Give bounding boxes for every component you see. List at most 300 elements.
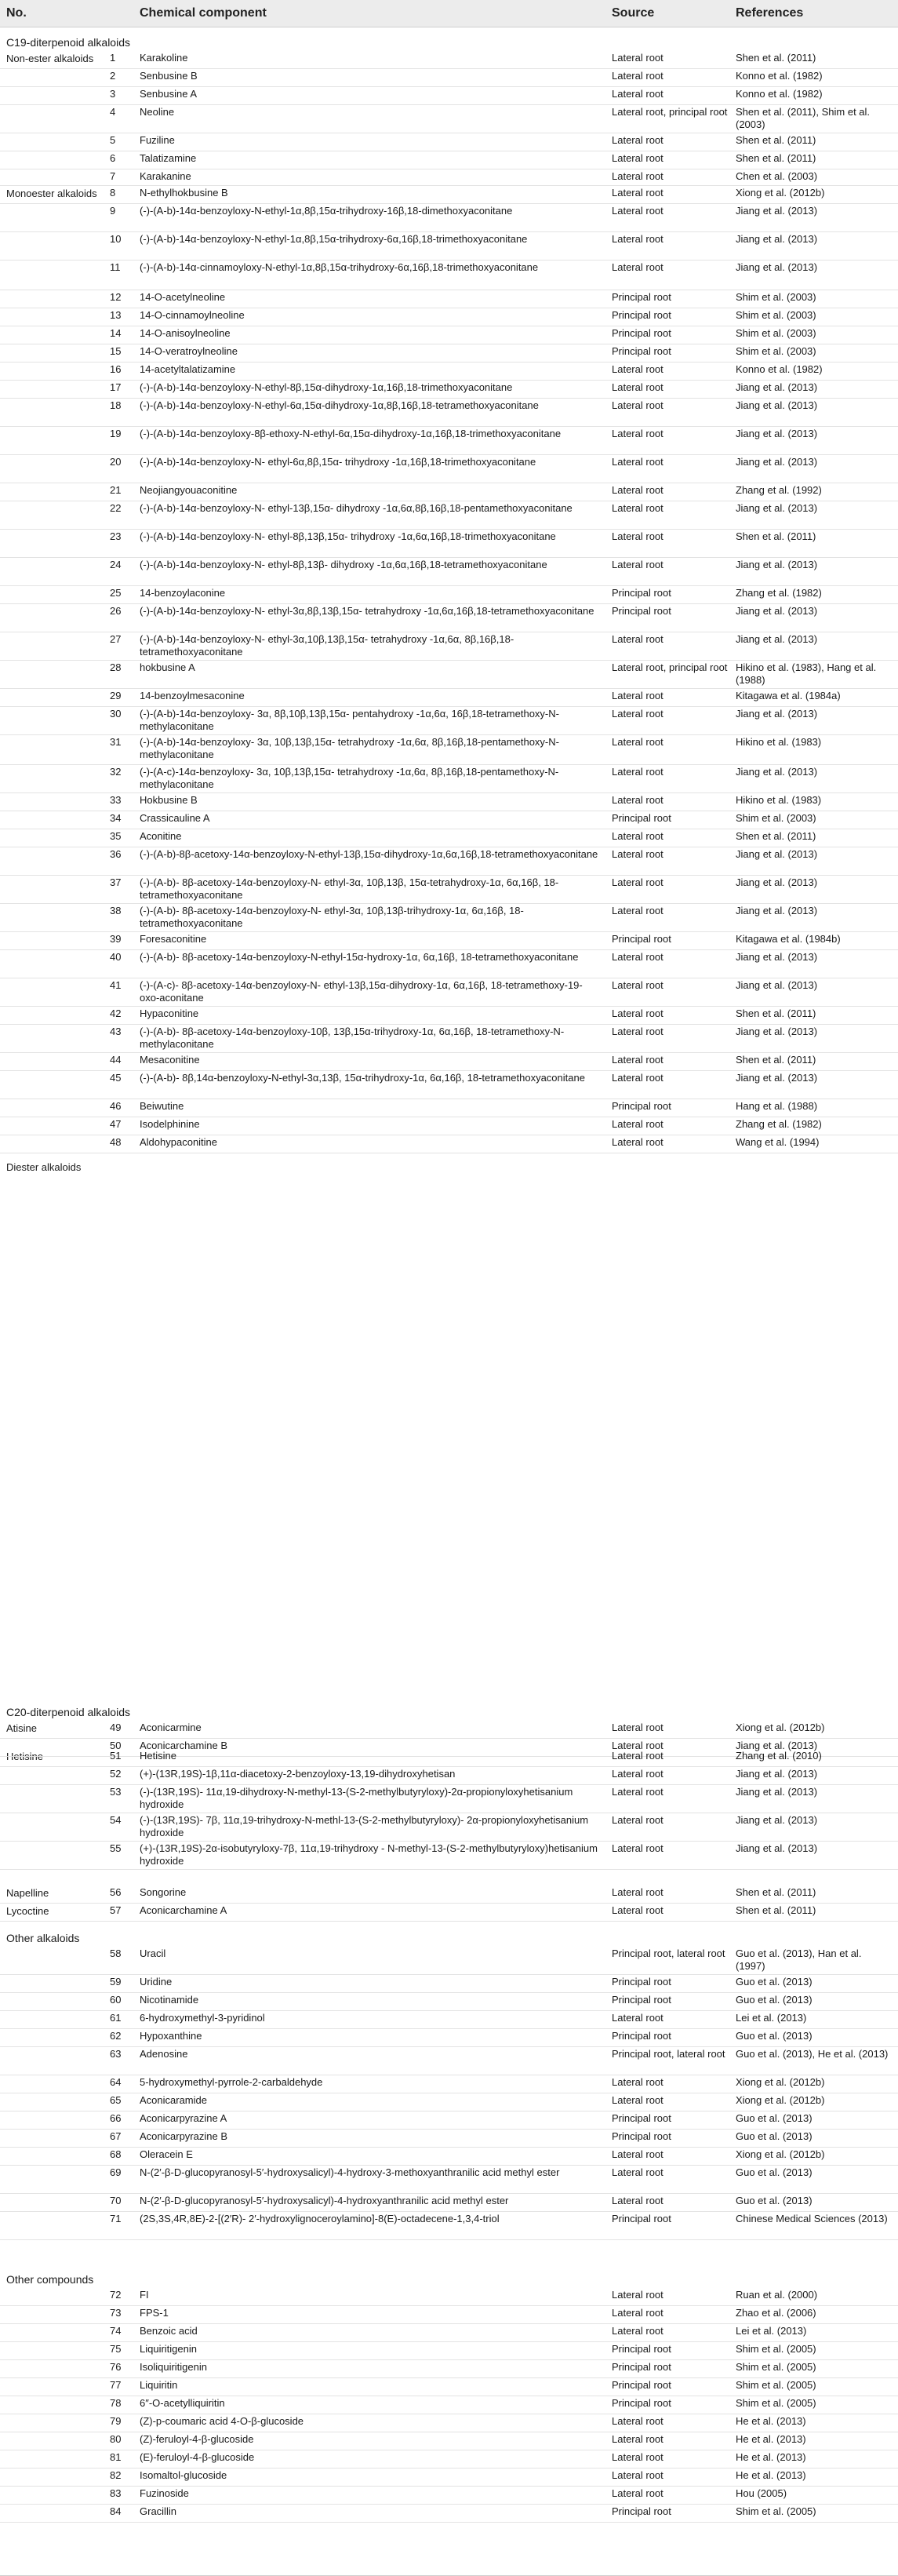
table-row (0, 2504, 898, 2523)
compound-name: Crassicauline A (140, 812, 210, 824)
row-number: 45 (110, 1072, 122, 1084)
reference-cell: Jiang et al. (2013) (736, 381, 818, 393)
row-number: 25 (110, 587, 122, 599)
row-number: 5 (110, 134, 116, 146)
header-references: References (736, 6, 804, 20)
row-number: 78 (110, 2397, 122, 2409)
source-cell: Lateral root (612, 690, 664, 701)
table-row (0, 903, 898, 932)
compound-name: Aconicarpyrazine B (140, 2130, 227, 2142)
source-cell: Lateral root (612, 1886, 664, 1898)
source-cell: Lateral root (612, 381, 664, 393)
table-row (0, 308, 898, 326)
source-cell: Lateral root (612, 530, 664, 542)
compound-name: Oleracein E (140, 2148, 193, 2160)
source-cell: Principal root (612, 2397, 671, 2409)
source-cell: Lateral root (612, 1768, 664, 1780)
row-number: 3 (110, 88, 116, 100)
table-row (0, 1903, 898, 1922)
source-cell: Lateral root (612, 363, 664, 375)
compound-name: Hypaconitine (140, 1007, 199, 1019)
reference-cell: Guo et al. (2013) (736, 2030, 813, 2042)
row-number: 46 (110, 1100, 122, 1112)
row-number: 62 (110, 2030, 122, 2042)
compound-name: (-)-(A-b)-14α-benzoyloxy- 3α, 10β,13β,15α- tetrahydroxy -1α,6α, 8β,16β,18-pentamethoxy-N-methylaconitane (140, 736, 559, 760)
source-cell: Lateral root (612, 205, 664, 217)
table-row (0, 454, 898, 483)
compound-name: 14-O-acetylneoline (140, 291, 226, 303)
row-number: 72 (110, 2289, 122, 2301)
source-cell: Lateral root (612, 134, 664, 146)
compound-name: Fuzinoside (140, 2487, 189, 2499)
compound-name: (-)-(A-b)- 8β-acetoxy-14α-benzoyloxy-N-ethyl-15α-hydroxy-1α, 6α,16β, 18-tetramethoxyaconitane (140, 951, 579, 963)
reference-cell: Jiang et al. (2013) (736, 605, 818, 617)
row-number: 74 (110, 2325, 122, 2337)
row-number: 52 (110, 1768, 122, 1780)
reference-cell: Hikino et al. (1983), Hang et al. (1988) (736, 661, 877, 686)
reference-cell: Zhao et al. (2006) (736, 2307, 816, 2319)
reference-cell: Guo et al. (2013) (736, 2166, 813, 2178)
reference-cell: Ruan et al. (2000) (736, 2289, 818, 2301)
reference-cell: Xiong et al. (2012b) (736, 2076, 825, 2088)
table-row (0, 1885, 898, 1904)
compound-name: N-(2′-β-D-glucopyranosyl-5′-hydroxysalicyl)-4-hydroxy-3-methoxyanthranilic acid methyl ester (140, 2166, 560, 2178)
source-cell: Lateral root (612, 2487, 664, 2499)
compound-name: (-)-(A-b)-14α-benzoyloxy- 3α, 8β,10β,13β,15α- pentahydroxy -1α,6α, 16β,18-tetramethoxy-N-methylaconitane (140, 708, 559, 732)
compound-name: (-)-(13R,19S)- 7β, 11α,19-trihydroxy-N-methl-13-(S-2-methylbutyryloxy)- 2α-propionyloxyhetisanium hydroxide (140, 1814, 589, 1838)
source-cell: Lateral root (612, 2094, 664, 2106)
row-number: 81 (110, 2451, 122, 2463)
row-number: 73 (110, 2307, 122, 2319)
table-row (0, 483, 898, 501)
section-header: C19-diterpenoid alkaloids (6, 36, 130, 49)
table-row (0, 2486, 898, 2505)
table-row (0, 829, 898, 847)
source-cell: Lateral root (612, 1786, 664, 1798)
source-cell: Lateral root, principal root (612, 661, 728, 673)
section-header: C20-diterpenoid alkaloids (6, 1706, 130, 1718)
reference-cell: Jiang et al. (2013) (736, 1786, 818, 1798)
compound-name: (-)-(A-b)-14α-benzoyloxy-N- ethyl-8β,13β- dihydroxy -1α,6α,16β,18-tetramethoxyaconitane (140, 559, 547, 570)
table-row (0, 688, 898, 707)
reference-cell: Konno et al. (1982) (736, 363, 823, 375)
table-row (0, 1992, 898, 2011)
table-row (0, 847, 898, 876)
reference-cell: Shim et al. (2005) (736, 2397, 816, 2409)
row-number: 71 (110, 2213, 122, 2224)
compound-name: Uracil (140, 1947, 166, 1959)
reference-cell: Chinese Medical Sciences (2013) (736, 2213, 888, 2224)
reference-cell: Shen et al. (2011) (736, 1007, 816, 1019)
table-row (0, 1006, 898, 1025)
row-number: 18 (110, 399, 122, 411)
table-row (0, 1748, 898, 1767)
table-row (0, 2450, 898, 2469)
reference-cell: Jiang et al. (2013) (736, 559, 818, 570)
row-number: 70 (110, 2195, 122, 2206)
compound-name: (-)-(A-b)- 8β-acetoxy-14α-benzoyloxy-N- ethyl-3α, 10β,13β, 15α-tetrahydroxy-1α, 6α,16β, 18-tetramethoxyaconitane (140, 876, 559, 901)
table-row (0, 1946, 898, 1975)
source-cell: Lateral root (612, 52, 664, 64)
table-row (0, 86, 898, 105)
row-number: 58 (110, 1947, 122, 1959)
reference-cell: Jiang et al. (2013) (736, 905, 818, 916)
compound-name: 14-benzoylmesaconine (140, 690, 245, 701)
table-row (0, 1052, 898, 1071)
row-number: 26 (110, 605, 122, 617)
section-header: Other alkaloids (6, 1932, 80, 1944)
table-row (0, 2211, 898, 2240)
reference-cell: He et al. (2013) (736, 2469, 806, 2481)
table-row (0, 290, 898, 308)
source-cell: Lateral root (612, 2451, 664, 2463)
table-row (0, 104, 898, 133)
compound-name: 6-hydroxymethyl-3-pyridinol (140, 2012, 265, 2024)
compound-name: Mesaconitine (140, 1054, 200, 1066)
source-cell: Lateral root (612, 88, 664, 100)
source-cell: Lateral root (612, 830, 664, 842)
row-number: 34 (110, 812, 122, 824)
source-cell: Lateral root (612, 233, 664, 245)
source-cell: Lateral root (612, 1026, 664, 1037)
table-row (0, 260, 898, 290)
compound-name: (-)-(A-c)- 8β-acetoxy-14α-benzoyloxy-N- ethyl-13β,15α-dihydroxy-1α, 6α,16β, 18-tetramethoxy-19-oxo-aconitane (140, 979, 583, 1004)
row-number: 80 (110, 2433, 122, 2445)
subcategory-label: Lycoctine (6, 1905, 49, 1917)
subcategory-label: Monoester alkaloids (6, 188, 97, 199)
source-cell: Lateral root (612, 484, 664, 496)
reference-cell: Shim et al. (2003) (736, 291, 816, 303)
table-row (0, 2075, 898, 2093)
reference-cell: Guo et al. (2013), He et al. (2013) (736, 2048, 889, 2060)
subcategory-label: Napelline (6, 1887, 49, 1899)
compound-name: Aconicaramide (140, 2094, 207, 2106)
source-cell: Lateral root (612, 2469, 664, 2481)
source-cell: Lateral root (612, 2148, 664, 2160)
table-row (0, 1099, 898, 1117)
source-cell: Principal root (612, 1976, 671, 1988)
compound-name: Songorine (140, 1886, 187, 1898)
row-number: 48 (110, 1136, 122, 1148)
source-cell: Lateral root (612, 2433, 664, 2445)
header-source: Source (612, 6, 655, 20)
row-number: 12 (110, 291, 122, 303)
source-cell: Lateral root (612, 1054, 664, 1066)
table-row (0, 875, 898, 904)
source-cell: Principal root (612, 291, 671, 303)
source-cell: Principal root (612, 2112, 671, 2124)
table-row (0, 133, 898, 151)
reference-cell: Jiang et al. (2013) (736, 233, 818, 245)
reference-cell: Hou (2005) (736, 2487, 787, 2499)
table-row (0, 501, 898, 530)
source-cell: Lateral root (612, 1136, 664, 1148)
row-number: 33 (110, 794, 122, 806)
source-cell: Lateral root (612, 1904, 664, 1916)
compound-name: Aconicarchamine B (140, 1740, 227, 1751)
reference-cell: Guo et al. (2013), Han et al. (1997) (736, 1947, 862, 1972)
table-row (0, 362, 898, 381)
source-cell: Lateral root (612, 1072, 664, 1084)
table-row (0, 792, 898, 811)
compound-name: Foresaconitine (140, 933, 207, 945)
table-row (0, 660, 898, 689)
row-number: 68 (110, 2148, 122, 2160)
source-cell: Lateral root (612, 2076, 664, 2088)
compound-name: (Z)-feruloyl-4-β-glucoside (140, 2433, 254, 2445)
reference-cell: Jiang et al. (2013) (736, 428, 818, 439)
compound-name: Liquiritin (140, 2379, 178, 2391)
reference-cell: Jiang et al. (2013) (736, 848, 818, 860)
subcategory-label: Atisine (6, 1722, 38, 1734)
row-number: 11 (110, 261, 121, 273)
compound-name: (-)-(A-b)-14α-benzoyloxy-N- ethyl-3α,8β,13β,15α- tetrahydroxy -1α,6α,16β,18-tetramethoxyaconitane (140, 605, 594, 617)
table-row (0, 2359, 898, 2378)
compound-name: (-)-(13R,19S)- 11α,19-dihydroxy-N-methyl-13-(S-2-methylbutyryloxy)-2α-propionyloxyhetisanium hydroxide (140, 1786, 573, 1810)
source-cell: Principal root (612, 2361, 671, 2373)
reference-cell: Shen et al. (2011) (736, 1054, 816, 1066)
compound-name: Uridine (140, 1976, 173, 1988)
reference-cell: Shim et al. (2005) (736, 2379, 816, 2391)
row-number: 69 (110, 2166, 122, 2178)
row-number: 44 (110, 1054, 122, 1066)
source-cell: Lateral root (612, 708, 664, 720)
row-number: 63 (110, 2048, 122, 2060)
row-number: 20 (110, 456, 122, 468)
source-cell: Principal root (612, 1100, 671, 1112)
row-number: 65 (110, 2094, 122, 2106)
table-row (0, 169, 898, 186)
compound-name: 14-O-cinnamoylneoline (140, 309, 245, 321)
table-row (0, 2377, 898, 2396)
row-number: 35 (110, 830, 122, 842)
reference-cell: Xiong et al. (2012b) (736, 2094, 825, 2106)
source-cell: Principal root (612, 2343, 671, 2355)
table-row (0, 1813, 898, 1842)
compound-name: Karakoline (140, 52, 188, 64)
row-number: 66 (110, 2112, 122, 2124)
row-number: 41 (110, 979, 122, 991)
row-number: 14 (110, 327, 122, 339)
source-cell: Lateral root (612, 951, 664, 963)
reference-cell: Shen et al. (2011) (736, 1904, 816, 1916)
row-number: 37 (110, 876, 122, 888)
compound-name: (-)-(A-b)-14α-benzoyloxy-N- ethyl-6α,8β,15α- trihydroxy -1α,16β,18-trimethoxyaconitane (140, 456, 536, 468)
table-row (0, 185, 898, 204)
compound-name: Neoline (140, 106, 175, 118)
reference-cell: Kitagawa et al. (1984b) (736, 933, 841, 945)
section-header: Other compounds (6, 2273, 94, 2286)
compound-name: Aconicarchamine A (140, 1904, 227, 1916)
table-row (0, 1720, 898, 1739)
row-number: 40 (110, 951, 122, 963)
row-number: 76 (110, 2361, 122, 2373)
compound-name: (-)-(A-b)-14α-benzoyloxy-N-ethyl-1α,8β,15α-trihydroxy-16β,18-dimethoxyaconitane (140, 205, 513, 217)
compound-name: Aldohypaconitine (140, 1136, 218, 1148)
table-row (0, 2287, 898, 2306)
compound-name: Hypoxanthine (140, 2030, 202, 2042)
source-cell: Lateral root (612, 2166, 664, 2178)
table-row (0, 1135, 898, 1153)
reference-cell: Wang et al. (1994) (736, 1136, 820, 1148)
table-row (0, 2341, 898, 2360)
compound-name: Aconicarpyrazine A (140, 2112, 227, 2124)
table-row (0, 2396, 898, 2414)
reference-cell: Lei et al. (2013) (736, 2325, 807, 2337)
reference-cell: Guo et al. (2013) (736, 2112, 813, 2124)
table-row (0, 344, 898, 363)
compound-name: N-ethylhokbusine B (140, 187, 228, 199)
row-number: 2 (110, 70, 116, 82)
row-number: 1 (110, 52, 116, 64)
compound-name: (+)-(13R,19S)-2α-isobutyryloxy-7β, 11α,19-trihydroxy - N-methyl-13-(S-2-methylbutyryloxy)hetisanium hydroxide (140, 1842, 598, 1867)
compound-name: (-)-(A-b)- 8β-acetoxy-14α-benzoyloxy-N- ethyl-3α, 10β,13β-trihydroxy-1α, 6α,16β, 18-tetramethoxyaconitane (140, 905, 524, 929)
table-row (0, 2111, 898, 2130)
table-row (0, 632, 898, 661)
source-cell: Lateral root (612, 979, 664, 991)
row-number: 9 (110, 205, 116, 217)
reference-cell: Guo et al. (2013) (736, 1976, 813, 1988)
source-cell: Lateral root (612, 502, 664, 514)
compound-name: Talatizamine (140, 152, 197, 164)
source-cell: Lateral root (612, 848, 664, 860)
reference-cell: Shim et al. (2003) (736, 345, 816, 357)
compound-name: (-)-(A-b)- 8β-acetoxy-14α-benzoyloxy-10β, 13β,15α-trihydroxy-1α, 6α,16β, 18-tetramethoxy-N-methylaconitane (140, 1026, 565, 1050)
source-cell: Lateral root (612, 152, 664, 164)
compound-name: (Z)-p-coumaric acid 4-O-β-glucoside (140, 2415, 304, 2427)
row-number: 10 (110, 233, 122, 245)
reference-cell: Jiang et al. (2013) (736, 1740, 818, 1751)
row-number: 30 (110, 708, 122, 720)
row-number: 6 (110, 152, 116, 164)
table-row (0, 326, 898, 344)
table-row (0, 2046, 898, 2075)
reference-cell: Shen et al. (2011) (736, 52, 816, 64)
row-number: 84 (110, 2505, 122, 2517)
row-number: 19 (110, 428, 122, 439)
table-row (0, 68, 898, 87)
row-number: 39 (110, 933, 122, 945)
table-row (0, 764, 898, 793)
compound-name: Isodelphinine (140, 1118, 200, 1130)
reference-cell: Shen et al. (2011) (736, 1886, 816, 1898)
row-number: 49 (110, 1722, 122, 1733)
row-number: 53 (110, 1786, 122, 1798)
table-row (0, 978, 898, 1007)
table-row (0, 380, 898, 399)
row-number: 61 (110, 2012, 122, 2024)
row-number: 60 (110, 1994, 122, 2006)
reference-cell: Jiang et al. (2013) (736, 1814, 818, 1826)
compound-name: (-)-(A-b)-14α-benzoyloxy-N-ethyl-6α,15α-dihydroxy-1α,8β,16β,18-tetramethoxyaconitane (140, 399, 539, 411)
table-row (0, 2305, 898, 2324)
source-cell: Principal root (612, 2130, 671, 2142)
table-row (0, 398, 898, 427)
compound-name: Nicotinamide (140, 1994, 199, 2006)
source-cell: Lateral root (612, 428, 664, 439)
source-cell: Lateral root (612, 876, 664, 888)
reference-cell: Jiang et al. (2013) (736, 979, 818, 991)
compound-name: 14-O-veratroylneoline (140, 345, 238, 357)
reference-cell: Shen et al. (2011) (736, 530, 816, 542)
reference-cell: Shim et al. (2005) (736, 2343, 816, 2355)
source-cell: Lateral root (612, 766, 664, 778)
source-cell: Lateral root (612, 2012, 664, 2024)
source-cell: Lateral root (612, 2415, 664, 2427)
source-cell: Lateral root (612, 2325, 664, 2337)
row-number: 28 (110, 661, 122, 673)
source-cell: Principal root (612, 309, 671, 321)
subcategory-label: Hetisine (6, 1751, 43, 1762)
table-row (0, 151, 898, 169)
table-row (0, 811, 898, 829)
reference-cell: Jiang et al. (2013) (736, 708, 818, 720)
row-number: 16 (110, 363, 122, 375)
compound-name: Benzoic acid (140, 2325, 198, 2337)
row-number: 75 (110, 2343, 122, 2355)
reference-cell: Jiang et al. (2013) (736, 502, 818, 514)
header-no: No. (6, 6, 27, 20)
table-row (0, 2432, 898, 2450)
reference-cell: He et al. (2013) (736, 2433, 806, 2445)
table-row (0, 1766, 898, 1785)
compound-name: (-)-(A-b)-14α-benzoyloxy-8β-ethoxy-N-ethyl-6α,15α-dihydroxy-1α,16β,18-trimethoxyaconitane (140, 428, 562, 439)
row-number: 43 (110, 1026, 122, 1037)
source-cell: Principal root (612, 933, 671, 945)
reference-cell: Jiang et al. (2013) (736, 399, 818, 411)
compound-name: Liquiritigenin (140, 2343, 197, 2355)
row-number: 24 (110, 559, 122, 570)
reference-cell: Jiang et al. (2013) (736, 951, 818, 963)
compound-name: hokbusine A (140, 661, 195, 673)
reference-cell: Jiang et al. (2013) (736, 1842, 818, 1854)
source-cell: Principal root (612, 345, 671, 357)
table-row (0, 1024, 898, 1053)
table-row (0, 2414, 898, 2432)
table-row (0, 557, 898, 586)
compound-name: (-)-(A-b)-14α-benzoyloxy-N- ethyl-3α,10β,13β,15α- tetrahydroxy -1α,6α, 8β,16β,18-tetramethoxyaconitane (140, 633, 514, 658)
row-number: 83 (110, 2487, 122, 2499)
row-number: 42 (110, 1007, 122, 1019)
row-number: 31 (110, 736, 122, 748)
table-row (0, 2468, 898, 2487)
compound-name: 5-hydroxymethyl-pyrrole-2-carbaldehyde (140, 2076, 323, 2088)
source-cell: Lateral root (612, 905, 664, 916)
compound-name: Isoliquiritigenin (140, 2361, 207, 2373)
source-cell: Lateral root (612, 261, 664, 273)
source-cell: Lateral root (612, 187, 664, 199)
table-row (0, 2093, 898, 2111)
table-row (0, 1117, 898, 1135)
compound-name: Beiwutine (140, 1100, 184, 1112)
source-cell: Principal root (612, 1994, 671, 2006)
reference-cell: Guo et al. (2013) (736, 2130, 813, 2142)
source-cell: Lateral root (612, 2195, 664, 2206)
table-row (0, 203, 898, 232)
table-row (0, 2010, 898, 2029)
row-number: 64 (110, 2076, 122, 2088)
reference-cell: Kitagawa et al. (1984a) (736, 690, 841, 701)
source-cell: Lateral root (612, 1740, 664, 1751)
compound-name: (+)-(13R,19S)-1β,11α-diacetoxy-2-benzoyloxy-13,19-dihydroxyhetisan (140, 1768, 456, 1780)
compound-name: Neojiangyouaconitine (140, 484, 238, 496)
table-header (0, 0, 898, 27)
row-number: 77 (110, 2379, 122, 2391)
compound-name: (2S,3S,4R,8E)-2-[(2′R)- 2′-hydroxylignoceroylamino]-8(E)-octadecene-1,3,4-triol (140, 2213, 500, 2224)
row-number: 67 (110, 2130, 122, 2142)
source-cell: Lateral root (612, 633, 664, 645)
reference-cell: He et al. (2013) (736, 2451, 806, 2463)
